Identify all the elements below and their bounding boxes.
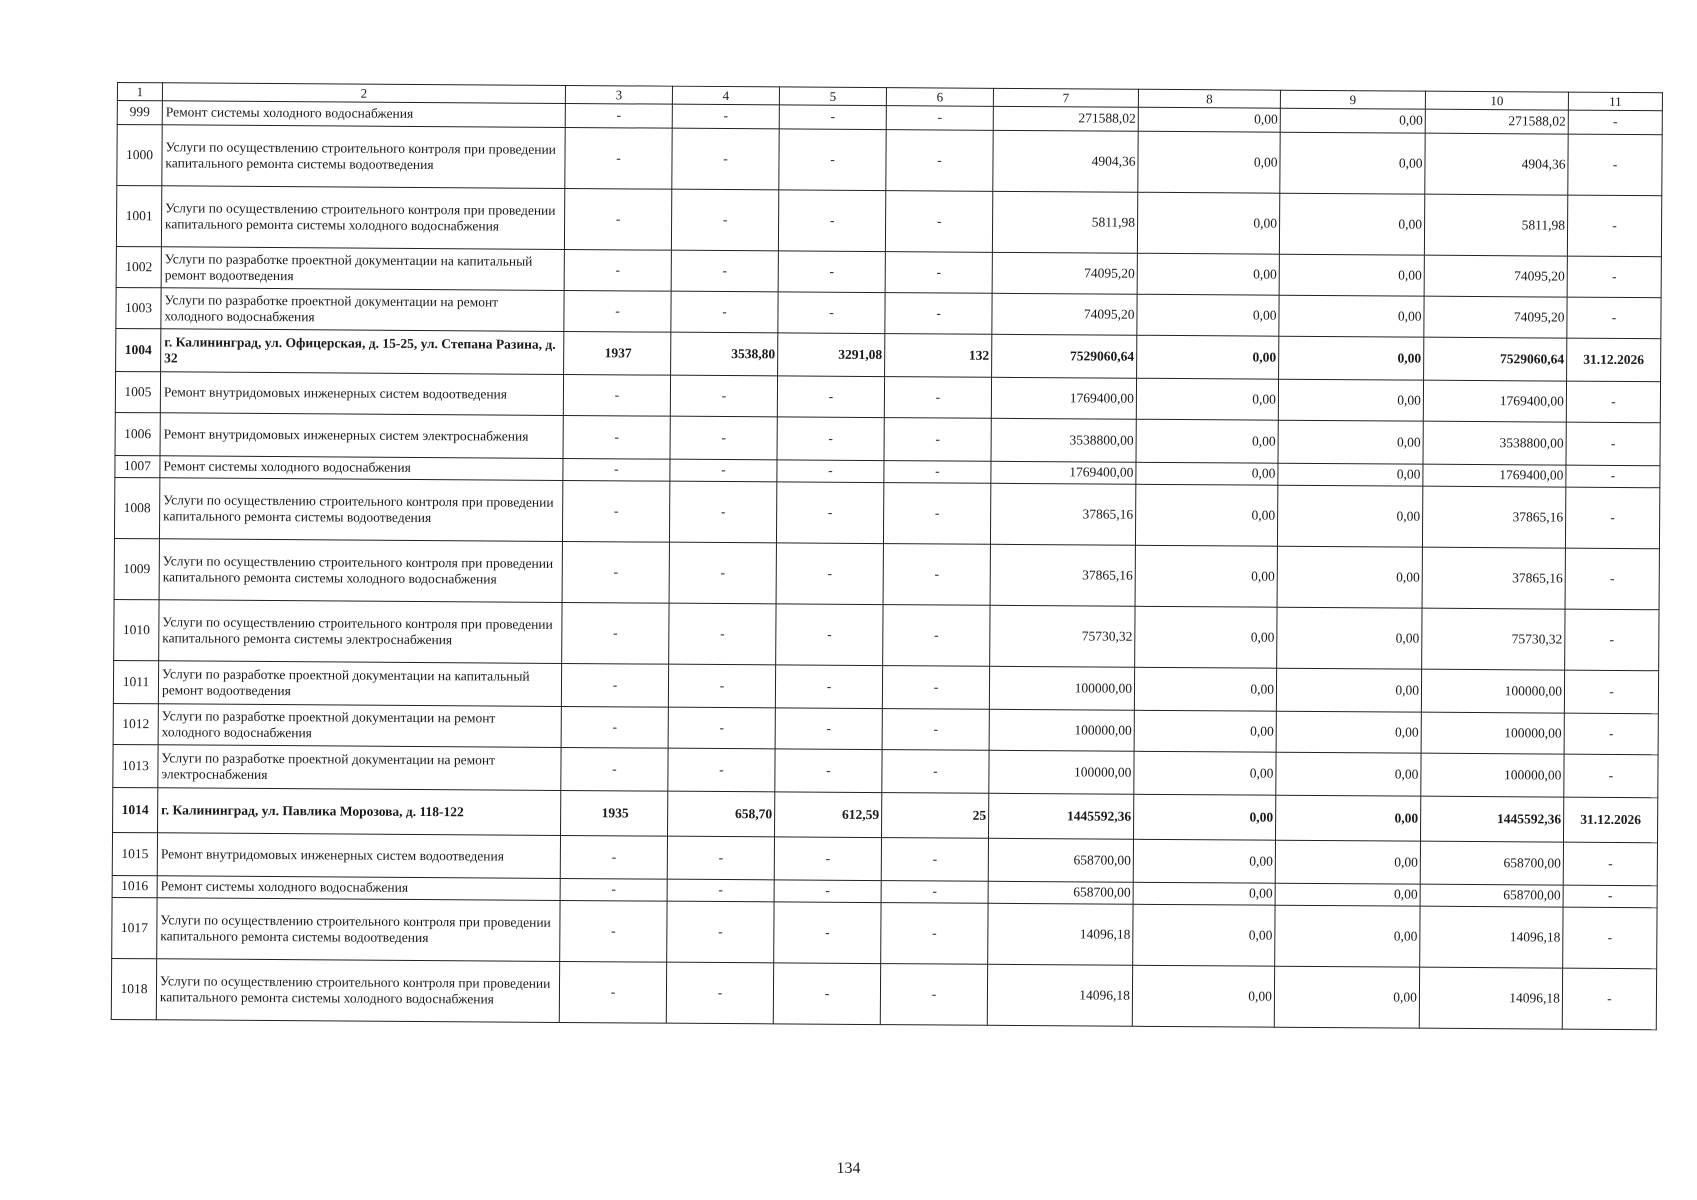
col-header-10: 10 — [1425, 91, 1568, 110]
col-header-3: 3 — [565, 85, 672, 104]
cell-living-area: - — [779, 105, 886, 130]
cell-budget-cost: 0,00 — [1276, 668, 1421, 712]
cell-living-area: - — [779, 129, 886, 191]
cell-fund-cost: 0,00 — [1136, 378, 1278, 420]
cell-fund-cost: 0,00 — [1134, 794, 1276, 840]
cell-living-area: - — [776, 543, 883, 605]
cell-owner-cost: 5811,98 — [1424, 194, 1567, 256]
cell-row-number: 1005 — [115, 371, 160, 412]
cell-fund-cost: 0,00 — [1135, 606, 1277, 668]
repair-program-table — [111, 82, 1663, 1030]
cell-living-area: - — [775, 749, 882, 793]
cell-total-area: - — [668, 664, 775, 708]
cell-living-area: - — [774, 837, 881, 881]
cell-total-area: 3538,80 — [671, 332, 778, 376]
cell-owner-cost: 37865,16 — [1422, 486, 1565, 548]
cell-total-cost: 37865,16 — [990, 544, 1135, 606]
col-header-6: 6 — [886, 88, 993, 107]
cell-owner-cost: 1769400,00 — [1423, 464, 1566, 487]
cell-row-number: 1017 — [112, 897, 157, 958]
cell-residents: - — [882, 750, 989, 794]
cell-build-year: - — [565, 127, 672, 189]
cell-budget-cost: 0,00 — [1274, 966, 1419, 1028]
cell-total-cost: 1769400,00 — [991, 377, 1136, 419]
cell-total-cost: 14096,18 — [987, 964, 1132, 1026]
cell-fund-cost: 0,00 — [1134, 667, 1276, 711]
cell-owner-cost: 658700,00 — [1420, 841, 1563, 885]
cell-total-cost: 74095,20 — [992, 293, 1137, 335]
cell-residents: - — [883, 605, 990, 667]
table-row — [114, 477, 1659, 548]
cell-total-cost: 658700,00 — [988, 881, 1133, 904]
table-row — [112, 897, 1657, 968]
col-header-7: 7 — [993, 88, 1138, 107]
cell-owner-cost: 74095,20 — [1424, 296, 1567, 338]
table-row — [114, 538, 1659, 609]
cell-row-number: 1014 — [113, 787, 158, 832]
cell-completion-date: - — [1566, 381, 1660, 423]
cell-completion-date: - — [1566, 422, 1660, 466]
cell-living-area: - — [778, 292, 885, 334]
cell-total-area: - — [671, 189, 778, 251]
cell-row-number: 1003 — [116, 287, 161, 328]
cell-description: Услуги по осуществлению строительного контроля при проведении капитального ремонта системы водоотведения — [162, 125, 565, 189]
cell-description: Услуги по разработке проектной документации на капитальный ремонт водоотведения — [158, 661, 561, 707]
cell-residents: 25 — [882, 793, 989, 839]
cell-living-area: 3291,08 — [778, 333, 885, 377]
cell-owner-cost: 1769400,00 — [1423, 380, 1566, 422]
cell-completion-date: - — [1565, 548, 1659, 610]
cell-description: Ремонт системы холодного водоснабжения — [157, 876, 560, 901]
cell-completion-date: - — [1564, 754, 1658, 798]
cell-description: Услуги по осуществлению строительного контроля при проведении капитального ремонта системы холодного водоснабжения — [159, 539, 562, 603]
cell-total-cost: 7529060,64 — [992, 334, 1137, 378]
cell-build-year: - — [564, 290, 671, 332]
cell-living-area: - — [778, 190, 885, 252]
cell-fund-cost: 0,00 — [1134, 710, 1276, 752]
cell-owner-cost: 100000,00 — [1421, 669, 1564, 713]
table-sheet — [111, 82, 1662, 1030]
cell-budget-cost: 0,00 — [1279, 193, 1424, 255]
cell-total-cost: 1769400,00 — [991, 461, 1136, 484]
cell-total-area: - — [667, 901, 774, 963]
cell-owner-cost: 74095,20 — [1424, 255, 1567, 297]
cell-build-year: - — [563, 415, 670, 459]
cell-budget-cost: 0,00 — [1279, 336, 1424, 380]
cell-budget-cost: 0,00 — [1275, 795, 1420, 841]
cell-owner-cost: 100000,00 — [1421, 712, 1564, 754]
cell-total-area: - — [669, 603, 776, 665]
cell-budget-cost: 0,00 — [1278, 379, 1423, 421]
cell-row-number: 1008 — [114, 477, 159, 538]
cell-description: Услуги по осуществлению строительного контроля при проведении капитального ремонта системы водоотведения — [157, 898, 560, 962]
table-row — [117, 125, 1662, 196]
cell-build-year: - — [563, 458, 670, 481]
cell-row-number: 999 — [117, 101, 162, 125]
cell-budget-cost: 0,00 — [1279, 295, 1424, 337]
cell-living-area: - — [776, 604, 883, 666]
cell-living-area: - — [776, 482, 883, 544]
cell-row-number: 1013 — [113, 744, 158, 787]
cell-budget-cost: 0,00 — [1278, 420, 1423, 464]
col-header-8: 8 — [1138, 89, 1280, 108]
cell-description: Ремонт внутридомовых инженерных систем водоотведения — [157, 833, 560, 879]
cell-completion-date: - — [1565, 487, 1659, 549]
cell-owner-cost: 658700,00 — [1420, 884, 1563, 907]
cell-fund-cost: 0,00 — [1135, 484, 1277, 546]
cell-completion-date: - — [1562, 968, 1656, 1030]
cell-owner-cost: 1445592,36 — [1420, 796, 1563, 842]
cell-residents: - — [881, 881, 988, 904]
cell-total-cost: 100000,00 — [989, 750, 1134, 794]
cell-fund-cost: 0,00 — [1135, 545, 1277, 607]
cell-living-area: 612,59 — [775, 792, 882, 838]
col-header-9: 9 — [1280, 90, 1425, 109]
cell-residents: - — [882, 709, 989, 751]
cell-completion-date: - — [1566, 465, 1660, 488]
cell-living-area: - — [778, 251, 885, 293]
cell-residents: - — [883, 483, 990, 545]
cell-total-area: - — [672, 104, 779, 129]
cell-completion-date: - — [1567, 195, 1661, 257]
cell-completion-date: - — [1563, 907, 1657, 969]
cell-build-year: - — [564, 188, 671, 250]
cell-description: Услуги по разработке проектной документации на ремонт холодного водоснабжения — [158, 704, 561, 748]
cell-row-number: 1009 — [114, 538, 159, 599]
cell-residents: - — [881, 903, 988, 965]
cell-residents: - — [886, 106, 993, 131]
cell-fund-cost: 0,00 — [1137, 335, 1279, 379]
cell-living-area: - — [777, 417, 884, 461]
cell-completion-date: - — [1567, 256, 1661, 298]
cell-budget-cost: 0,00 — [1279, 254, 1424, 296]
cell-budget-cost: 0,00 — [1280, 132, 1425, 194]
cell-row-number: 1010 — [114, 599, 159, 660]
cell-total-area: - — [671, 250, 778, 292]
cell-budget-cost: 0,00 — [1276, 752, 1421, 796]
cell-row-number: 1002 — [116, 246, 161, 287]
cell-fund-cost: 0,00 — [1137, 294, 1279, 336]
cell-description: Ремонт внутридомовых инженерных систем электроснабжения — [160, 413, 563, 459]
cell-budget-cost: 0,00 — [1275, 883, 1420, 906]
cell-description: Ремонт системы холодного водоснабжения — [160, 456, 563, 481]
cell-total-area: - — [669, 542, 776, 604]
cell-owner-cost: 3538800,00 — [1423, 421, 1566, 465]
cell-total-area: - — [667, 879, 774, 902]
col-header-2: 2 — [162, 83, 565, 104]
cell-living-area: - — [774, 880, 881, 903]
cell-total-cost: 5811,98 — [992, 191, 1137, 253]
cell-fund-cost: 0,00 — [1138, 131, 1280, 193]
cell-total-cost: 100000,00 — [989, 709, 1134, 751]
cell-total-cost: 14096,18 — [988, 903, 1133, 965]
cell-total-cost: 3538800,00 — [991, 418, 1136, 462]
cell-build-year: - — [564, 249, 671, 291]
cell-total-area: 658,70 — [668, 791, 775, 837]
cell-description: Услуги по осуществлению строительного контроля при проведении капитального ремонта системы электроснабжения — [159, 600, 562, 664]
cell-total-cost: 271588,02 — [993, 106, 1138, 131]
cell-living-area: - — [774, 902, 881, 964]
cell-residents: - — [885, 293, 992, 335]
cell-build-year: - — [561, 747, 668, 791]
cell-description: Услуги по осуществлению строительного контроля при проведении капитального ремонта системы холодного водоснабжения — [156, 959, 559, 1023]
cell-build-year: 1935 — [561, 790, 668, 836]
cell-fund-cost: 0,00 — [1134, 751, 1276, 795]
cell-build-year: - — [561, 706, 668, 748]
cell-fund-cost: 0,00 — [1136, 419, 1278, 463]
cell-completion-date: - — [1564, 670, 1658, 714]
cell-build-year: - — [563, 374, 670, 416]
cell-description: Услуги по осуществлению строительного контроля при проведении капитального ремонта системы водоотведения — [159, 478, 562, 542]
cell-fund-cost: 0,00 — [1137, 253, 1279, 295]
cell-total-area: - — [671, 291, 778, 333]
col-header-1: 1 — [117, 83, 162, 101]
cell-completion-date: - — [1563, 842, 1657, 886]
cell-total-area: - — [666, 962, 773, 1024]
cell-owner-cost: 37865,16 — [1422, 547, 1565, 609]
cell-row-number: 1012 — [113, 703, 158, 744]
cell-row-number: 1016 — [112, 875, 157, 897]
cell-build-year: 1937 — [564, 331, 671, 375]
cell-total-area: - — [668, 748, 775, 792]
cell-living-area: - — [777, 376, 884, 418]
cell-owner-cost: 14096,18 — [1420, 906, 1563, 968]
cell-owner-cost: 271588,02 — [1425, 109, 1568, 134]
cell-fund-cost: 0,00 — [1133, 839, 1275, 883]
cell-residents: - — [884, 377, 991, 419]
cell-build-year: - — [559, 961, 666, 1023]
cell-build-year: - — [560, 900, 667, 962]
cell-residents: - — [882, 666, 989, 710]
cell-residents: - — [885, 252, 992, 294]
cell-fund-cost: 0,00 — [1138, 107, 1280, 132]
cell-description: Услуги по осуществлению строительного контроля при проведении капитального ремонта системы холодного водоснабжения — [161, 186, 564, 250]
cell-total-cost: 37865,16 — [990, 483, 1135, 545]
cell-owner-cost: 4904,36 — [1425, 133, 1568, 195]
cell-description: Ремонт системы холодного водоснабжения — [162, 101, 565, 128]
cell-row-number: 1018 — [111, 958, 156, 1019]
cell-total-cost: 4904,36 — [993, 130, 1138, 192]
cell-residents: - — [881, 838, 988, 882]
cell-build-year: - — [562, 480, 669, 542]
cell-build-year: - — [565, 103, 672, 128]
cell-description: г. Калининград, ул. Офицерская, д. 15-25, ул. Степана Разина, д. 32 — [161, 329, 564, 375]
cell-total-area: - — [670, 459, 777, 482]
cell-completion-date: - — [1567, 297, 1661, 339]
cell-total-area: - — [669, 481, 776, 543]
cell-total-area: - — [670, 375, 777, 417]
cell-fund-cost: 0,00 — [1132, 965, 1274, 1027]
cell-residents: - — [883, 544, 990, 606]
cell-total-area: - — [670, 416, 777, 460]
cell-budget-cost: 0,00 — [1276, 711, 1421, 753]
cell-row-number: 1011 — [113, 660, 158, 703]
cell-completion-date: - — [1568, 134, 1662, 196]
table-row — [116, 186, 1661, 257]
cell-owner-cost: 14096,18 — [1419, 967, 1562, 1029]
table-body — [111, 83, 1662, 1030]
cell-total-cost: 658700,00 — [988, 838, 1133, 882]
cell-completion-date: - — [1565, 609, 1659, 671]
col-header-4: 4 — [672, 86, 779, 105]
cell-fund-cost: 0,00 — [1133, 882, 1275, 905]
cell-row-number: 1006 — [115, 412, 160, 455]
cell-row-number: 1015 — [112, 832, 157, 875]
cell-completion-date: - — [1568, 110, 1662, 135]
cell-total-area: - — [668, 707, 775, 749]
cell-owner-cost: 7529060,64 — [1424, 337, 1567, 381]
cell-budget-cost: 0,00 — [1277, 546, 1422, 608]
col-header-5: 5 — [779, 87, 886, 106]
cell-owner-cost: 100000,00 — [1421, 753, 1564, 797]
cell-description: Услуги по разработке проектной документации на ремонт холодного водоснабжения — [161, 288, 564, 332]
cell-total-cost: 1445592,36 — [989, 793, 1134, 839]
cell-budget-cost: 0,00 — [1275, 905, 1420, 967]
cell-fund-cost: 0,00 — [1136, 462, 1278, 485]
cell-living-area: - — [775, 708, 882, 750]
cell-description: Ремонт внутридомовых инженерных систем водоотведения — [160, 372, 563, 416]
table-row — [114, 599, 1659, 670]
cell-living-area: - — [775, 665, 882, 709]
cell-row-number: 1000 — [117, 125, 162, 186]
cell-budget-cost: 0,00 — [1280, 108, 1425, 133]
cell-build-year: - — [560, 835, 667, 879]
cell-build-year: - — [562, 602, 669, 664]
cell-budget-cost: 0,00 — [1278, 463, 1423, 486]
cell-total-area: - — [672, 128, 779, 190]
cell-budget-cost: 0,00 — [1275, 840, 1420, 884]
col-header-11: 11 — [1568, 92, 1662, 111]
cell-row-number: 1004 — [116, 328, 161, 371]
cell-completion-date: - — [1563, 885, 1657, 908]
cell-completion-date: 31.12.2026 — [1563, 797, 1657, 843]
cell-owner-cost: 75730,32 — [1422, 608, 1565, 670]
cell-description: Услуги по разработке проектной документации на капитальный ремонт водоотведения — [161, 247, 564, 291]
cell-description: г. Калининград, ул. Павлика Морозова, д. 118-122 — [158, 788, 561, 836]
cell-build-year: - — [561, 663, 668, 707]
cell-residents: 132 — [885, 334, 992, 378]
cell-living-area: - — [777, 460, 884, 483]
cell-budget-cost: 0,00 — [1277, 607, 1422, 669]
cell-description: Услуги по разработке проектной документации на ремонт электроснабжения — [158, 745, 561, 791]
cell-residents: - — [884, 461, 991, 484]
cell-build-year: - — [560, 878, 667, 901]
cell-residents: - — [880, 964, 987, 1026]
cell-row-number: 1007 — [115, 455, 160, 477]
page-number: 134 — [836, 1160, 861, 1177]
cell-living-area: - — [773, 963, 880, 1025]
table-row — [111, 958, 1656, 1029]
cell-budget-cost: 0,00 — [1277, 485, 1422, 547]
cell-completion-date: - — [1564, 713, 1658, 755]
cell-total-cost: 74095,20 — [992, 252, 1137, 294]
cell-row-number: 1001 — [116, 186, 161, 247]
cell-completion-date: 31.12.2026 — [1567, 338, 1661, 382]
cell-build-year: - — [562, 541, 669, 603]
cell-fund-cost: 0,00 — [1137, 192, 1279, 254]
cell-residents: - — [886, 130, 993, 192]
cell-total-area: - — [667, 836, 774, 880]
cell-fund-cost: 0,00 — [1133, 904, 1275, 966]
cell-total-cost: 100000,00 — [989, 666, 1134, 710]
cell-residents: - — [885, 191, 992, 253]
cell-total-cost: 75730,32 — [990, 605, 1135, 667]
cell-residents: - — [884, 418, 991, 462]
